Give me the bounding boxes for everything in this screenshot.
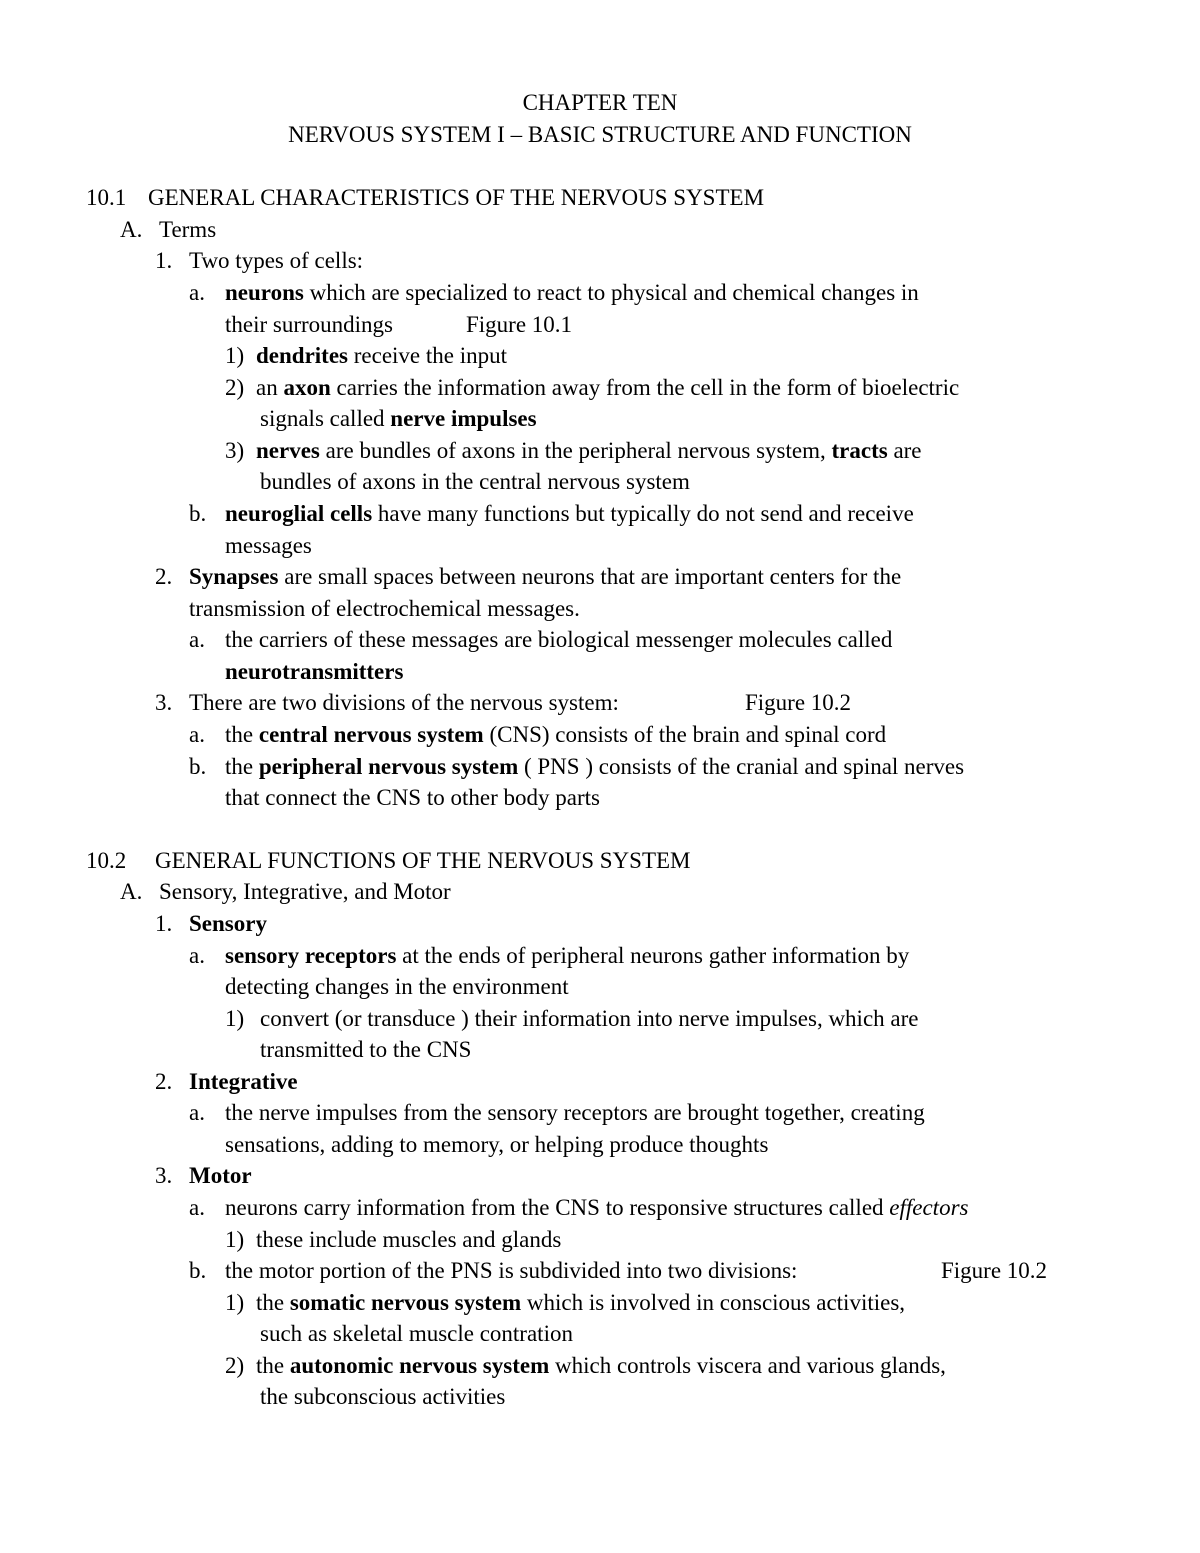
- term-neurons: neurons: [225, 280, 304, 305]
- section-heading-10-1: [86, 183, 1146, 213]
- term-somatic-nervous-system: somatic nervous system: [289, 1290, 522, 1315]
- outline-item-terms: A. Terms: [120, 217, 217, 242]
- outline-line-cont: their surroundings Figure 10.1: [225, 310, 1125, 340]
- outline-line-cont: that connect the CNS to other body parts: [225, 785, 600, 810]
- outline-item-autonomic: 2) the autonomic nervous system which controls viscera and various glands,: [225, 1353, 946, 1378]
- figure-reference: Figure 10.2: [941, 1258, 1048, 1283]
- outline-line-cont: [225, 657, 1125, 687]
- outline-line-cont: sensations, adding to memory, or helping produce thoughts: [225, 1132, 769, 1157]
- outline-item-two-types-of-cells: 1. Two types of cells:: [155, 248, 364, 273]
- outline-item-motor-portion: b. the motor portion of the PNS is subdivided into two divisions: Figure 10.2: [189, 1256, 1169, 1286]
- outline-item-nerves: 3) nerves are bundles of axons in the peripheral nervous system, tracts are: [225, 438, 922, 463]
- outline-line-cont: the subconscious activities: [260, 1384, 506, 1409]
- term-nerve-impulses: nerve impulses: [390, 406, 537, 431]
- outline-line-cont: such as skeletal muscle contration: [260, 1321, 573, 1346]
- outline-item-pns: b. the peripheral nervous system ( PNS ) consists of the cranial and spinal nerves: [189, 754, 965, 779]
- outline-line-cont: transmitted to the CNS: [260, 1037, 472, 1062]
- term-sensory-receptors: sensory receptors: [225, 943, 397, 968]
- outline-item-sensory: 1. Sensory: [155, 909, 1155, 939]
- term-tracts: tracts: [831, 438, 888, 463]
- chapter-heading: CHAPTER TEN: [522, 90, 678, 115]
- term-motor: Motor: [189, 1163, 252, 1188]
- outline-item-neuroglial-cells: b. neuroglial cells have many functions but typically do not send and receive: [189, 501, 914, 526]
- outline-line-cont: messages: [225, 533, 312, 558]
- section-heading-10-2: [86, 846, 1146, 876]
- outline-item-sensory-integrative-motor: A. Sensory, Integrative, and Motor: [120, 879, 451, 904]
- section-number: 10.1: [86, 185, 127, 210]
- term-sensory: Sensory: [189, 911, 267, 936]
- chapter-subtitle: NERVOUS SYSTEM I – BASIC STRUCTURE AND FUNCTION: [288, 122, 912, 147]
- section-number: 10.2: [86, 848, 127, 873]
- term-synapses: Synapses: [189, 564, 279, 589]
- outline-line-cont: bundles of axons in the central nervous system: [260, 469, 690, 494]
- outline-item-cns: a. the central nervous system (CNS) consists of the brain and spinal cord: [189, 722, 887, 747]
- outline-item-effectors: a. neurons carry information from the CNS to responsive structures called effectors: [189, 1195, 969, 1220]
- term-central-nervous-system: central nervous system: [258, 722, 484, 747]
- term-neuroglial-cells: neuroglial cells: [225, 501, 373, 526]
- term-dendrites: dendrites: [256, 343, 348, 368]
- outline-item-integrative: 2. Integrative: [155, 1067, 1155, 1097]
- term-integrative: Integrative: [189, 1069, 298, 1094]
- outline-item-nerve-impulses-brought-together: a. the nerve impulses from the sensory receptors are brought together, creating: [189, 1100, 925, 1125]
- outline-item-sensory-receptors: a. sensory receptors at the ends of peripheral neurons gather information by: [189, 943, 910, 968]
- section-title: GENERAL CHARACTERISTICS OF THE NERVOUS SYSTEM: [148, 185, 765, 210]
- outline-item-convert: 1) convert (or transduce ) their information into nerve impulses, which are: [225, 1006, 919, 1031]
- outline-item-carriers: a. the carriers of these messages are biological messenger molecules called: [189, 627, 893, 652]
- term-nerves: nerves: [256, 438, 320, 463]
- outline-item-dendrites: 1) dendrites receive the input: [225, 343, 508, 368]
- figure-reference: Figure 10.2: [745, 690, 852, 715]
- term-neurotransmitters: neurotransmitters: [225, 659, 404, 684]
- outline-item-motor: 3. Motor: [155, 1161, 1155, 1191]
- outline-item-muscles-glands: 1) these include muscles and glands: [225, 1227, 562, 1252]
- outline-item-neurons: a. neurons which are specialized to react to physical and chemical changes in: [189, 280, 919, 305]
- outline-line-cont: detecting changes in the environment: [225, 974, 569, 999]
- term-effectors: effectors: [889, 1195, 969, 1220]
- section-title: GENERAL FUNCTIONS OF THE NERVOUS SYSTEM: [155, 848, 691, 873]
- figure-reference: Figure 10.1: [466, 312, 573, 337]
- outline-line-cont: transmission of electrochemical messages.: [189, 596, 580, 621]
- term-axon: axon: [283, 375, 331, 400]
- outline-item-two-divisions: 3. There are two divisions of the nervous system: Figure 10.2: [155, 688, 1155, 718]
- term-autonomic-nervous-system: autonomic nervous system: [289, 1353, 550, 1378]
- outline-item-somatic: 1) the somatic nervous system which is involved in conscious activities,: [225, 1290, 906, 1315]
- term-peripheral-nervous-system: peripheral nervous system: [258, 754, 519, 779]
- outline-item-axon: 2) an axon carries the information away from the cell in the form of bioelectric: [225, 375, 960, 400]
- outline-item-synapses: 2. Synapses are small spaces between neurons that are important centers for the: [155, 564, 902, 589]
- outline-line-cont: signals called nerve impulses: [260, 406, 537, 431]
